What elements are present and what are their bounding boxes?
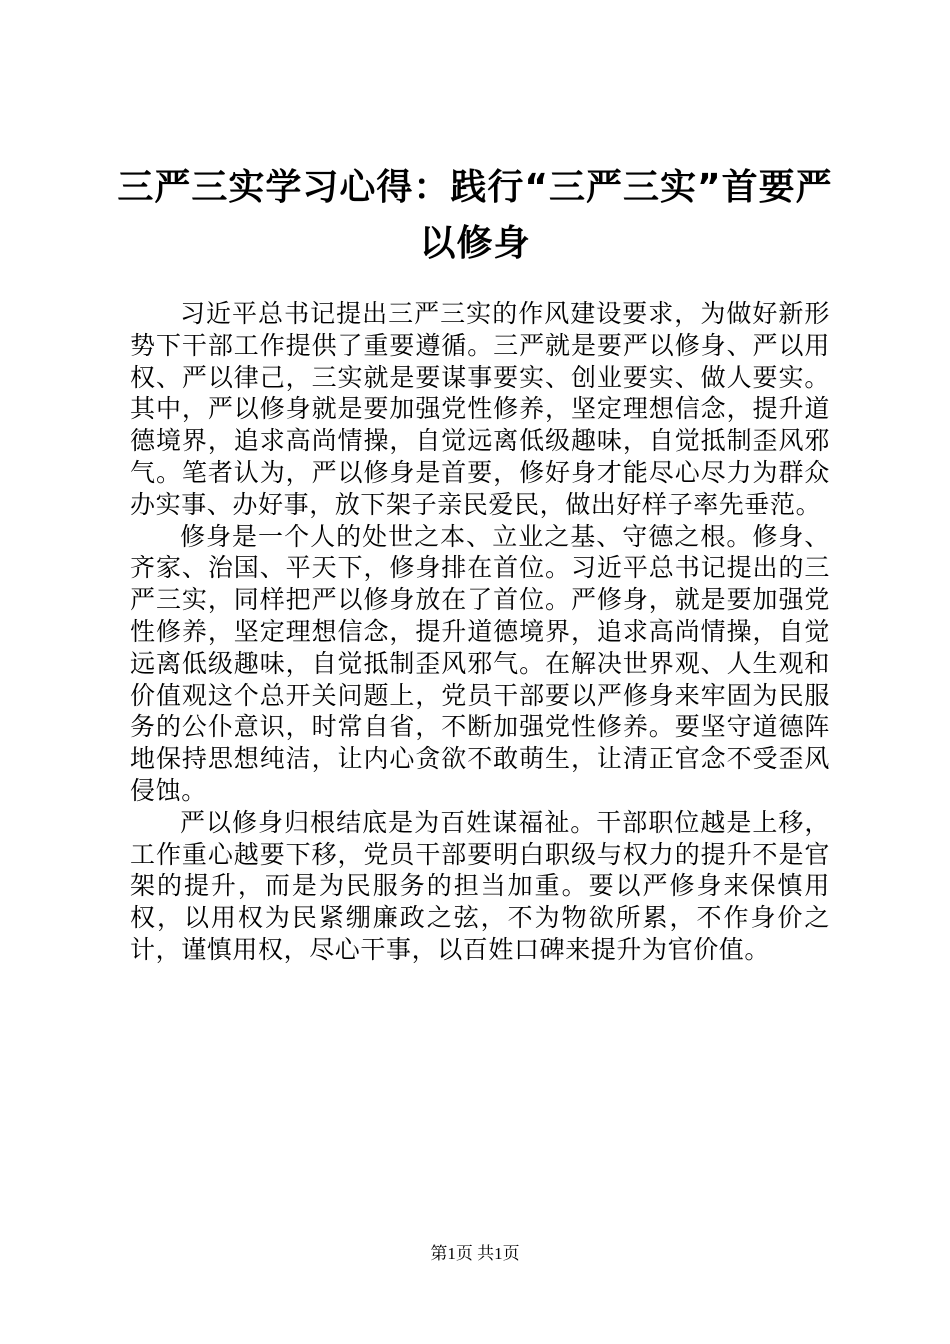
document-title: 三严三实学习心得：践行“三严三实”首要严以修身	[117, 167, 833, 264]
paragraph-1: 习近平总书记提出三严三实的作风建设要求，为做好新形势下干部工作提供了重要遵循。三严就是要严以修身、严以用权、严以律己，三实就是要谋事要实、创业要实、做人要实。其中，严以修身就是要加强党性修养，坚定理想信念，提升道德境界，追求高尚情操，自觉远离低级趣味，自觉抵制歪风邪气。笔者认为，严以修身是首要，修好身才能尽心尽力为群众办实事、办好事，放下架子亲民爱民，做出好样子率先垂范。	[130, 299, 830, 519]
paragraph-2: 修身是一个人的处世之本、立业之基、守德之根。修身、齐家、治国、平天下，修身排在首位。习近平总书记提出的三严三实，同样把严以修身放在了首位。严修身，就是要加强党性修养，坚定理想信念，提升道德境界，追求高尚情操，自觉远离低级趣味，自觉抵制歪风邪气。在解决世界观、人生观和价值观这个总开关问题上，党员干部要以严修身来牢固为民服务的公仆意识，时常自省，不断加强党性修养。要坚守道德阵地保持思想纯洁，让内心贪欲不敢萌生，让清正官念不受歪风侵蚀。	[130, 521, 830, 805]
page-footer: 第1页 共1页	[430, 1244, 520, 1263]
document-body	[130, 298, 830, 966]
paragraph-3: 严以修身归根结底是为百姓谋福祉。干部职位越是上移，工作重心越要下移，党员干部要明白职级与权力的提升不是官架的提升，而是为民服务的担当加重。要以严修身来保慎用权，以用权为民紧绷廉政之弦，不为物欲所累，不作身价之计，谨慎用权，尽心干事，以百姓口碑来提升为官价值。	[130, 807, 830, 964]
